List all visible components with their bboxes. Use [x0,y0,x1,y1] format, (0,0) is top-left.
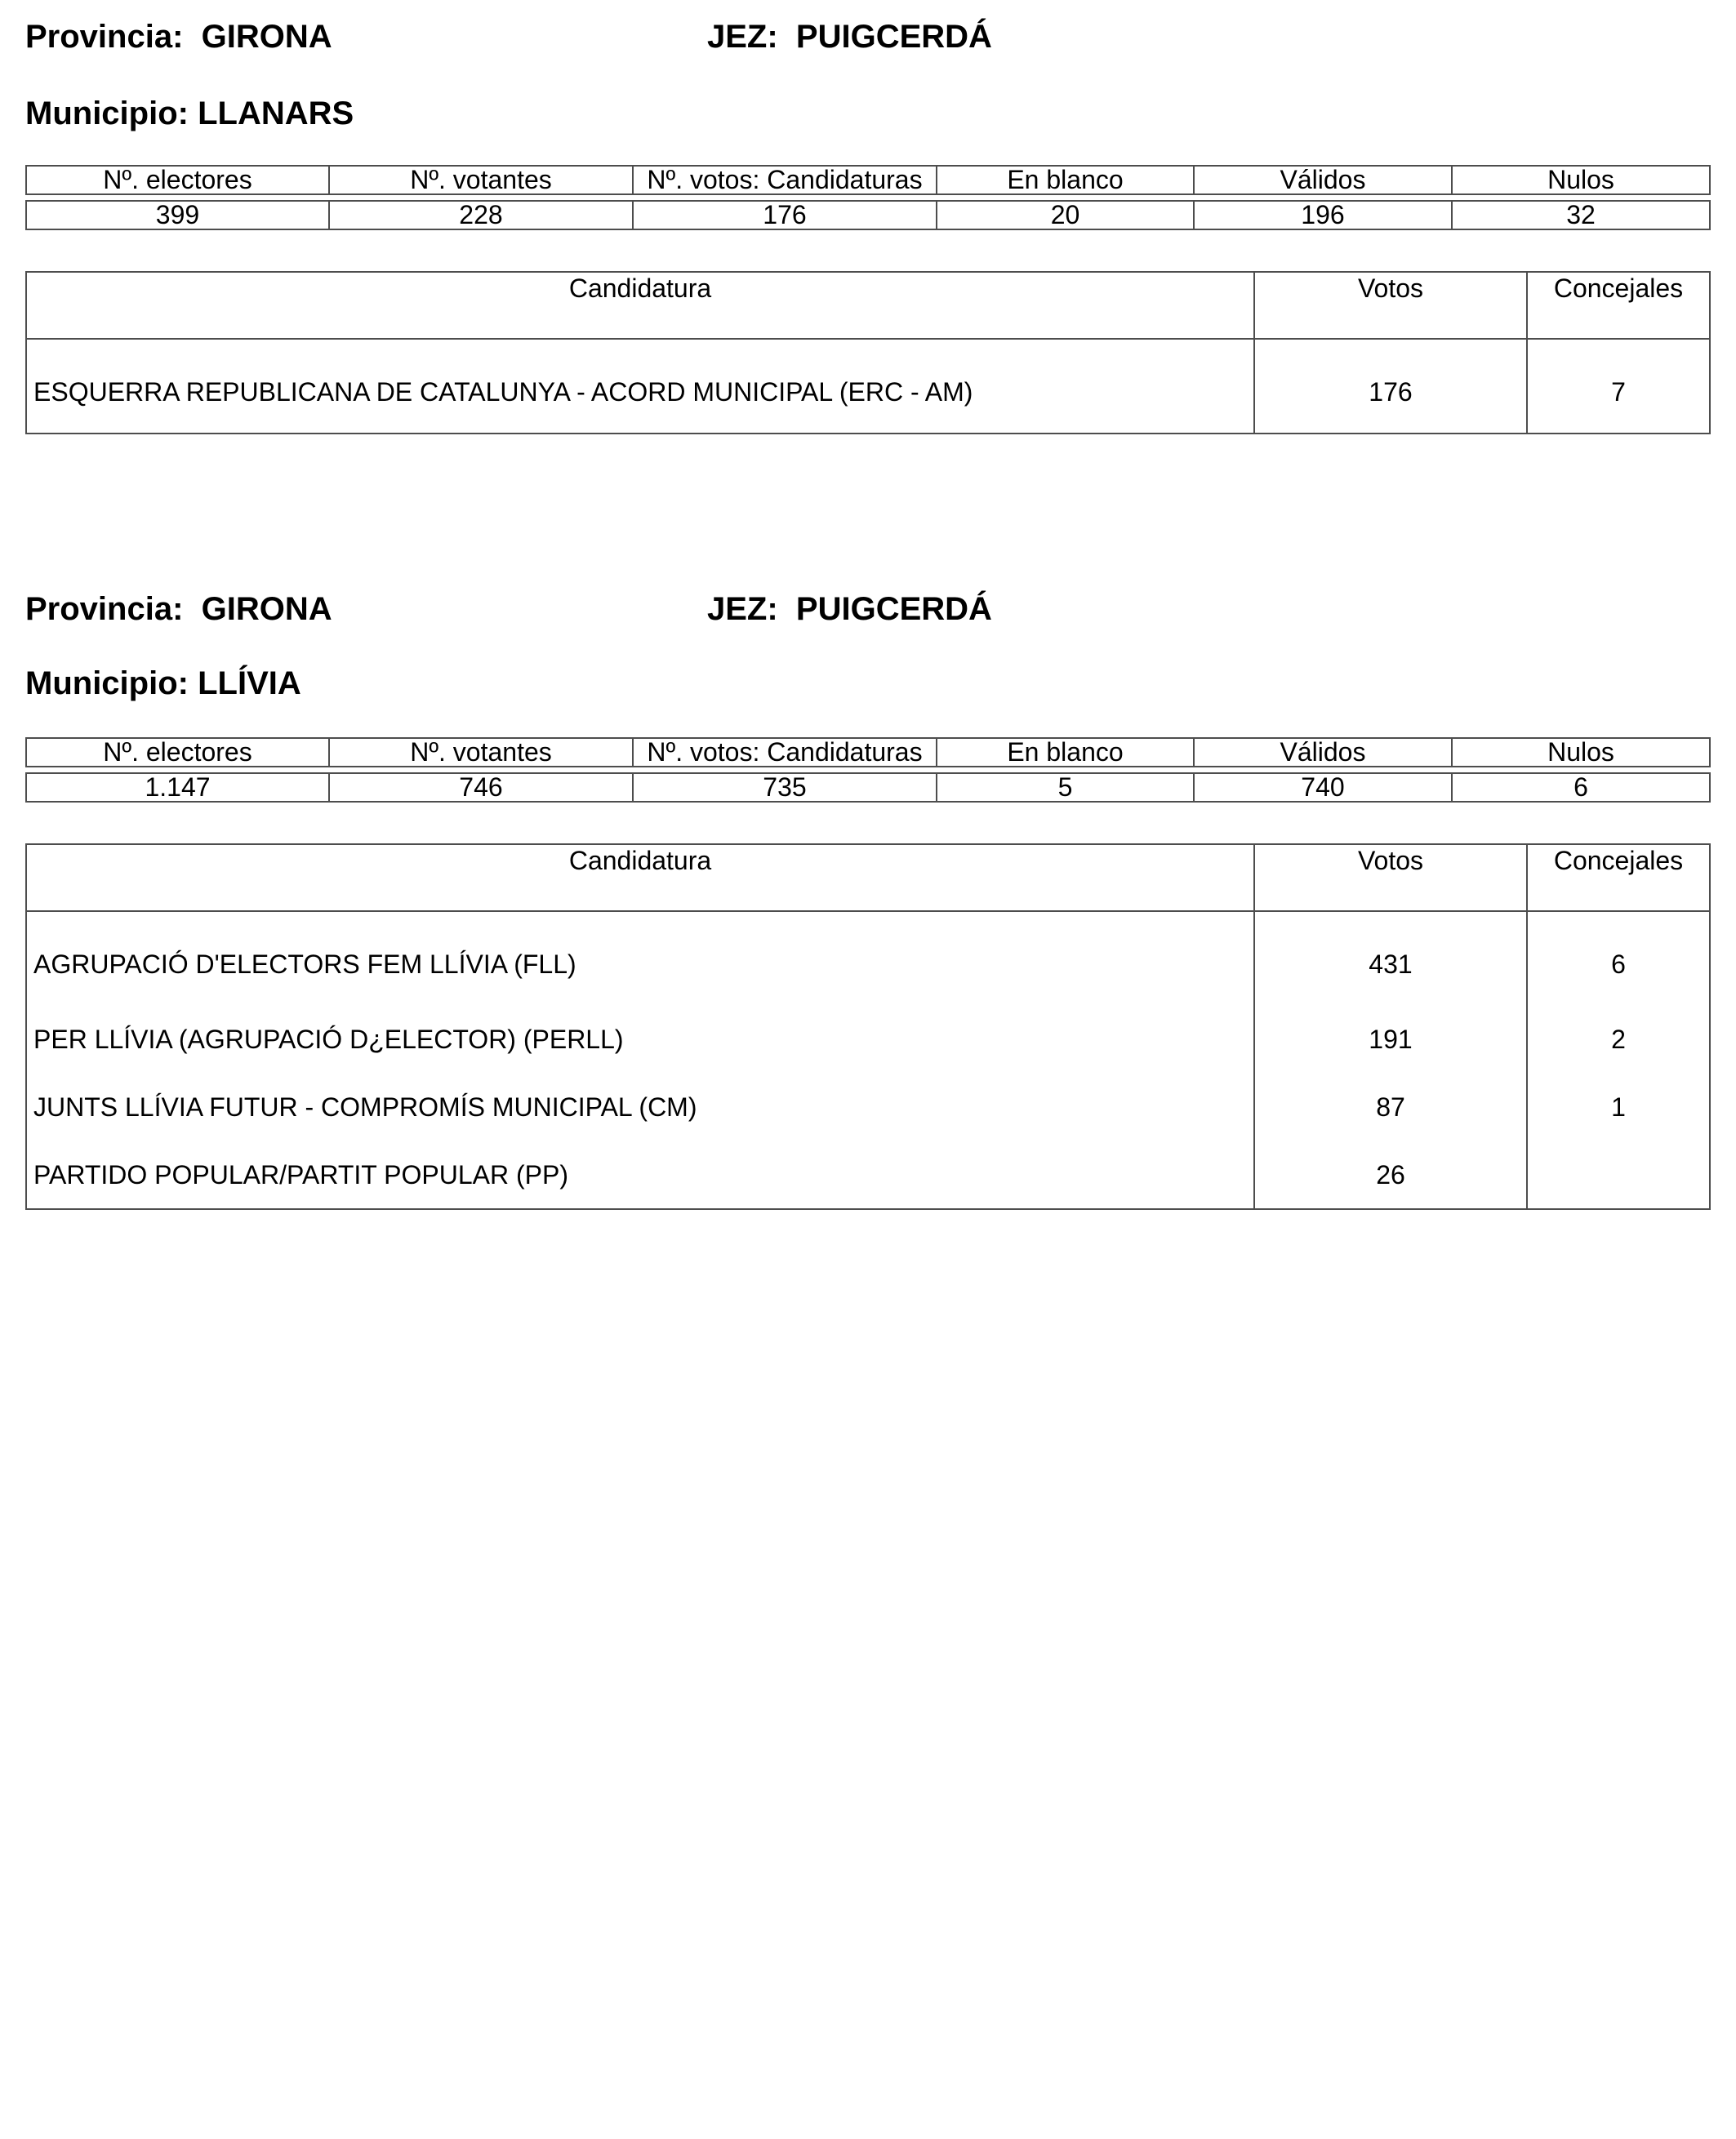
municipio-label: Municipio: [25,96,189,131]
candidatura-votos: 191 [1254,1005,1527,1073]
header-votos: Votos [1254,844,1527,911]
jez-label: JEZ: [707,591,778,627]
candidatura-name: JUNTS LLÍVIA FUTUR - COMPROMÍS MUNICIPAL (CM) [26,1073,1254,1141]
header-concejales: Concejales [1527,272,1710,339]
provincia-label: Provincia: [25,591,184,627]
value-votantes: 746 [329,773,633,802]
municipio-value: LLÍVIA [198,665,301,701]
provincia-heading [25,18,332,56]
value-en-blanco: 20 [937,201,1194,229]
candidatura-votos: 26 [1254,1141,1527,1209]
header-candidatura: Candidatura [26,844,1254,911]
table-row [26,339,1710,434]
candidaturas-table [25,843,1711,1210]
municipio-heading [25,95,354,132]
candidaturas-header-row [26,844,1710,911]
table-row [26,1141,1710,1209]
value-en-blanco: 5 [937,773,1194,802]
stats-header-table [25,165,1711,195]
stats-header-row [26,738,1710,767]
candidatura-votos: 431 [1254,911,1527,1005]
header-validos: Válidos [1194,738,1452,767]
header-electores: Nº. electores [26,738,329,767]
candidaturas-table [25,271,1711,434]
header-votos-candidaturas: Nº. votos: Candidaturas [633,166,937,194]
jez-value: PUIGCERDÁ [795,19,992,55]
table-row [26,911,1710,1005]
candidatura-concejales: 6 [1527,911,1710,1005]
provincia-value: GIRONA [201,591,332,627]
municipio-heading [25,665,301,702]
candidatura-name: PER LLÍVIA (AGRUPACIÓ D¿ELECTOR) (PERLL) [26,1005,1254,1073]
header-electores: Nº. electores [26,166,329,194]
value-votos-candidaturas: 176 [633,201,937,229]
candidaturas-header-row [26,272,1710,339]
header-validos: Válidos [1194,166,1452,194]
provincia-label: Provincia: [25,19,184,55]
candidatura-concejales: 2 [1527,1005,1710,1073]
candidatura-name: AGRUPACIÓ D'ELECTORS FEM LLÍVIA (FLL) [26,911,1254,1005]
candidatura-concejales: 1 [1527,1073,1710,1141]
stats-values-row [26,773,1710,802]
provincia-heading [25,590,332,628]
header-en-blanco: En blanco [937,166,1194,194]
value-electores: 399 [26,201,329,229]
candidatura-votos: 176 [1254,339,1527,434]
municipality-block-llivia [0,572,1736,1190]
table-row [26,1073,1710,1141]
header-votantes: Nº. votantes [329,738,633,767]
value-votantes: 228 [329,201,633,229]
value-validos: 740 [1194,773,1452,802]
value-votos-candidaturas: 735 [633,773,937,802]
header-votantes: Nº. votantes [329,166,633,194]
municipality-block-llanars [0,0,1736,539]
stats-values-table [25,200,1711,230]
header-votos: Votos [1254,272,1527,339]
value-validos: 196 [1194,201,1452,229]
provincia-value: GIRONA [201,19,332,55]
header-votos-candidaturas: Nº. votos: Candidaturas [633,738,937,767]
header-nulos: Nulos [1452,738,1710,767]
candidatura-votos: 87 [1254,1073,1527,1141]
table-row [26,1005,1710,1073]
stats-header-row [26,166,1710,194]
municipio-value: LLANARS [198,96,354,131]
header-en-blanco: En blanco [937,738,1194,767]
value-nulos: 6 [1452,773,1710,802]
value-nulos: 32 [1452,201,1710,229]
jez-heading [707,590,992,628]
candidatura-name: PARTIDO POPULAR/PARTIT POPULAR (PP) [26,1141,1254,1209]
header-candidatura: Candidatura [26,272,1254,339]
jez-heading [707,18,992,56]
value-electores: 1.147 [26,773,329,802]
stats-values-row [26,201,1710,229]
candidatura-name: ESQUERRA REPUBLICANA DE CATALUNYA - ACORD MUNICIPAL (ERC - AM) [26,339,1254,434]
candidatura-concejales: 7 [1527,339,1710,434]
jez-value: PUIGCERDÁ [795,591,992,627]
stats-header-table [25,737,1711,767]
stats-values-table [25,772,1711,803]
jez-label: JEZ: [707,19,778,55]
header-concejales: Concejales [1527,844,1710,911]
candidatura-concejales [1527,1141,1710,1209]
municipio-label: Municipio: [25,665,189,701]
header-nulos: Nulos [1452,166,1710,194]
